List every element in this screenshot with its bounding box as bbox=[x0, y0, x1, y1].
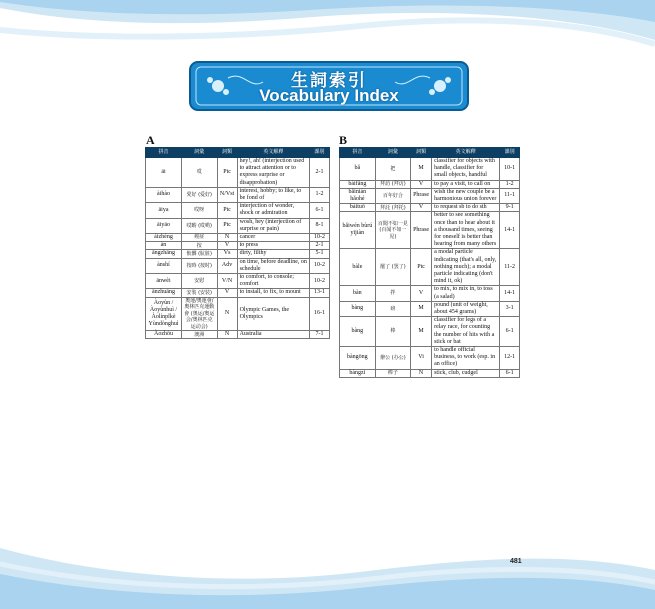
pinyin-cell: āngzhāng bbox=[146, 250, 182, 258]
english-cell: cancer bbox=[237, 234, 310, 242]
english-cell: interjection of wonder, shock or admiration bbox=[237, 203, 310, 218]
table-row bbox=[146, 158, 330, 188]
lesson-cell: 11-1 bbox=[500, 188, 520, 203]
header-word: 詞彙 bbox=[181, 148, 217, 158]
vocab-table-b bbox=[339, 147, 520, 378]
english-cell: to install, to fix, to mount bbox=[237, 289, 310, 297]
english-cell: a modal particle indicating (that's all, only, nothing much); a modal particle indicating (don't mind it, ok) bbox=[432, 249, 500, 286]
word-cell: 愛好 (爱好) bbox=[181, 187, 217, 202]
lesson-cell: 1-2 bbox=[310, 187, 330, 202]
english-cell: wosh, hey (interjection of surprise or pain) bbox=[237, 218, 310, 233]
pos-cell: M bbox=[411, 158, 432, 181]
pos-cell: Adv bbox=[217, 258, 237, 273]
table-row bbox=[146, 274, 330, 289]
pinyin-cell: ànshí bbox=[146, 258, 182, 273]
english-cell: stick, club, cudgel bbox=[432, 369, 500, 377]
pinyin-cell: bàngzi bbox=[340, 369, 376, 377]
lesson-cell: 8-1 bbox=[310, 218, 330, 233]
table-row bbox=[340, 188, 520, 203]
pos-cell: N bbox=[217, 234, 237, 242]
pinyin-cell: āi bbox=[146, 158, 182, 188]
header-english: 英文解釋 bbox=[237, 148, 310, 158]
table-row bbox=[340, 347, 520, 370]
pinyin-cell: ānzhuāng bbox=[146, 289, 182, 297]
lesson-cell: 10-2 bbox=[310, 234, 330, 242]
lesson-cell: 9-1 bbox=[500, 204, 520, 212]
pos-cell: V/N bbox=[217, 274, 237, 289]
pos-cell: Ptc bbox=[217, 203, 237, 218]
word-cell: 哎 bbox=[181, 158, 217, 188]
banner-title-english: Vocabulary Index bbox=[259, 86, 399, 105]
word-cell: 辦公 (办公) bbox=[375, 347, 410, 370]
pos-cell: Ptc bbox=[217, 218, 237, 233]
pos-cell: Phrase bbox=[411, 188, 432, 203]
table-row bbox=[340, 249, 520, 286]
pinyin-cell: Àozhōu bbox=[146, 331, 182, 339]
lesson-cell: 11-2 bbox=[500, 249, 520, 286]
lesson-cell: 7-1 bbox=[310, 331, 330, 339]
english-cell: to request sb to do sth bbox=[432, 204, 500, 212]
section-b-letter: B bbox=[339, 133, 348, 147]
pinyin-cell: āiyāo bbox=[146, 218, 182, 233]
header-pos: 詞類 bbox=[411, 148, 432, 158]
header-lesson: 課別 bbox=[500, 148, 520, 158]
pos-cell: V bbox=[411, 204, 432, 212]
lesson-cell: 12-1 bbox=[500, 347, 520, 370]
pinyin-cell: bǎiwén bùrú yījiàn bbox=[340, 212, 376, 249]
pinyin-cell: bàn bbox=[340, 286, 376, 301]
header-pinyin: 拼音 bbox=[146, 148, 182, 158]
word-cell: 拜訪 (拜访) bbox=[375, 180, 410, 188]
header-lesson: 課別 bbox=[310, 148, 330, 158]
lesson-cell: 14-1 bbox=[500, 212, 520, 249]
lesson-cell: 14-1 bbox=[500, 286, 520, 301]
english-cell: hey!, ah! (interjection used to attract attention or to express surprise or disapprobation) bbox=[237, 158, 310, 188]
pos-cell: V bbox=[217, 289, 237, 297]
vocab-table-a bbox=[145, 147, 330, 339]
table-row bbox=[340, 180, 520, 188]
table-header-row bbox=[340, 148, 520, 158]
pos-cell: M bbox=[411, 317, 432, 347]
table-row bbox=[340, 369, 520, 377]
bottom-wave-decoration bbox=[0, 520, 655, 609]
english-cell: classifier for legs of a relay race, for counting the number of hits with a stick or bat bbox=[432, 317, 500, 347]
table-row bbox=[340, 301, 520, 316]
word-cell: 澳洲 bbox=[181, 331, 217, 339]
table-header-row bbox=[146, 148, 330, 158]
english-cell: Olympic Games, the Olympics bbox=[237, 297, 310, 331]
table-row bbox=[340, 204, 520, 212]
lesson-cell: 10-2 bbox=[310, 274, 330, 289]
word-cell: 奧運/奧運會/奧林匹克運動會 (奥运/奥运会/奥林匹克运动会) bbox=[181, 297, 217, 331]
word-cell: 骯髒 (肮脏) bbox=[181, 250, 217, 258]
word-cell: 棒子 bbox=[375, 369, 410, 377]
table-row bbox=[146, 203, 330, 218]
pinyin-cell: bàle bbox=[340, 249, 376, 286]
pos-cell: N/Vst bbox=[217, 187, 237, 202]
table-row bbox=[146, 331, 330, 339]
word-cell: 百聞不如一見 (百闻不如一见) bbox=[375, 212, 410, 249]
section-a-letter: A bbox=[146, 133, 155, 147]
lesson-cell: 1-2 bbox=[500, 180, 520, 188]
pos-cell: Ptc bbox=[217, 158, 237, 188]
english-cell: wish the new couple be a harmonious union forever bbox=[432, 188, 500, 203]
word-cell: 哎呀 bbox=[181, 203, 217, 218]
table-row bbox=[146, 297, 330, 331]
pos-cell: Phrase bbox=[411, 212, 432, 249]
table-row bbox=[146, 289, 330, 297]
pos-cell: Ptc bbox=[411, 249, 432, 286]
pos-cell: V bbox=[411, 180, 432, 188]
lesson-cell: 2-1 bbox=[310, 158, 330, 188]
pinyin-cell: ānwèi bbox=[146, 274, 182, 289]
word-cell: 哎喲 (哎哟) bbox=[181, 218, 217, 233]
word-cell: 安裝 (安装) bbox=[181, 289, 217, 297]
lesson-cell: 6-1 bbox=[500, 369, 520, 377]
header-pos: 詞類 bbox=[217, 148, 237, 158]
pos-cell: Vs bbox=[217, 250, 237, 258]
pinyin-cell: áizhèng bbox=[146, 234, 182, 242]
word-cell: 癌症 bbox=[181, 234, 217, 242]
header-english: 英文解釋 bbox=[432, 148, 500, 158]
banner-title-chinese: 生詞索引 bbox=[291, 71, 367, 91]
english-cell: classifier for objects with handle, classifier for small objects, handful bbox=[432, 158, 500, 181]
pinyin-cell: bàituō bbox=[340, 204, 376, 212]
pos-cell: M bbox=[411, 301, 432, 316]
english-cell: Australia bbox=[237, 331, 310, 339]
header-pinyin: 拼音 bbox=[340, 148, 376, 158]
pinyin-cell: bàifǎng bbox=[340, 180, 376, 188]
lesson-cell: 10-2 bbox=[310, 258, 330, 273]
pos-cell: N bbox=[217, 331, 237, 339]
word-cell: 安慰 bbox=[181, 274, 217, 289]
table-row bbox=[146, 250, 330, 258]
word-cell: 把 bbox=[375, 158, 410, 181]
pinyin-cell: Àoyùn / Àoyùnhuì / Àolínpǐkè Yùndònghuì bbox=[146, 297, 182, 331]
lesson-cell: 2-1 bbox=[310, 242, 330, 250]
pinyin-cell: àn bbox=[146, 242, 182, 250]
lesson-cell: 6-1 bbox=[500, 317, 520, 347]
word-cell: 磅 bbox=[375, 301, 410, 316]
pinyin-cell: àihào bbox=[146, 187, 182, 202]
word-cell: 按時 (按时) bbox=[181, 258, 217, 273]
table-row bbox=[146, 187, 330, 202]
pos-cell: Vi bbox=[411, 347, 432, 370]
pos-cell: N bbox=[411, 369, 432, 377]
lesson-cell: 10-1 bbox=[500, 158, 520, 181]
english-cell: to comfort, to console; comfort bbox=[237, 274, 310, 289]
word-cell: 百年好合 bbox=[375, 188, 410, 203]
table-row bbox=[146, 218, 330, 233]
english-cell: dirty, filthy bbox=[237, 250, 310, 258]
header-word: 詞彙 bbox=[375, 148, 410, 158]
lesson-cell: 3-1 bbox=[500, 301, 520, 316]
pinyin-cell: bǎ bbox=[340, 158, 376, 181]
pos-cell: V bbox=[411, 286, 432, 301]
table-row bbox=[146, 234, 330, 242]
table-row bbox=[146, 242, 330, 250]
english-cell: to press bbox=[237, 242, 310, 250]
table-row bbox=[340, 158, 520, 181]
pinyin-cell: āiya bbox=[146, 203, 182, 218]
english-cell: to pay a visit, to call on bbox=[432, 180, 500, 188]
pos-cell: N bbox=[217, 297, 237, 331]
english-cell: to mix, to mix in, to toss (a salad) bbox=[432, 286, 500, 301]
table-row bbox=[340, 317, 520, 347]
word-cell: 罷了 (罢了) bbox=[375, 249, 410, 286]
pinyin-cell: bǎinián hǎohé bbox=[340, 188, 376, 203]
english-cell: interest, hobby; to like, to be fond of bbox=[237, 187, 310, 202]
word-cell: 拌 bbox=[375, 286, 410, 301]
table-row bbox=[340, 286, 520, 301]
word-cell: 棒 bbox=[375, 317, 410, 347]
pinyin-cell: bàngōng bbox=[340, 347, 376, 370]
table-row bbox=[340, 212, 520, 249]
page-number: 481 bbox=[510, 558, 522, 565]
pos-cell: V bbox=[217, 242, 237, 250]
word-cell: 拜託 (拜托) bbox=[375, 204, 410, 212]
lesson-cell: 6-1 bbox=[310, 203, 330, 218]
english-cell: pound (unit of weight, about 454 grams) bbox=[432, 301, 500, 316]
english-cell: to handle official business, to work (esp. in an office) bbox=[432, 347, 500, 370]
lesson-cell: 16-1 bbox=[310, 297, 330, 331]
pinyin-cell: bàng bbox=[340, 301, 376, 316]
english-cell: on time, before deadline, on schedule bbox=[237, 258, 310, 273]
word-cell: 按 bbox=[181, 242, 217, 250]
lesson-cell: 5-1 bbox=[310, 250, 330, 258]
english-cell: better to see something once than to hear about it a thousand times, seeing for oneself is better than hearing from many others bbox=[432, 212, 500, 249]
pinyin-cell: bàng bbox=[340, 317, 376, 347]
lesson-cell: 13-1 bbox=[310, 289, 330, 297]
table-row bbox=[146, 258, 330, 273]
